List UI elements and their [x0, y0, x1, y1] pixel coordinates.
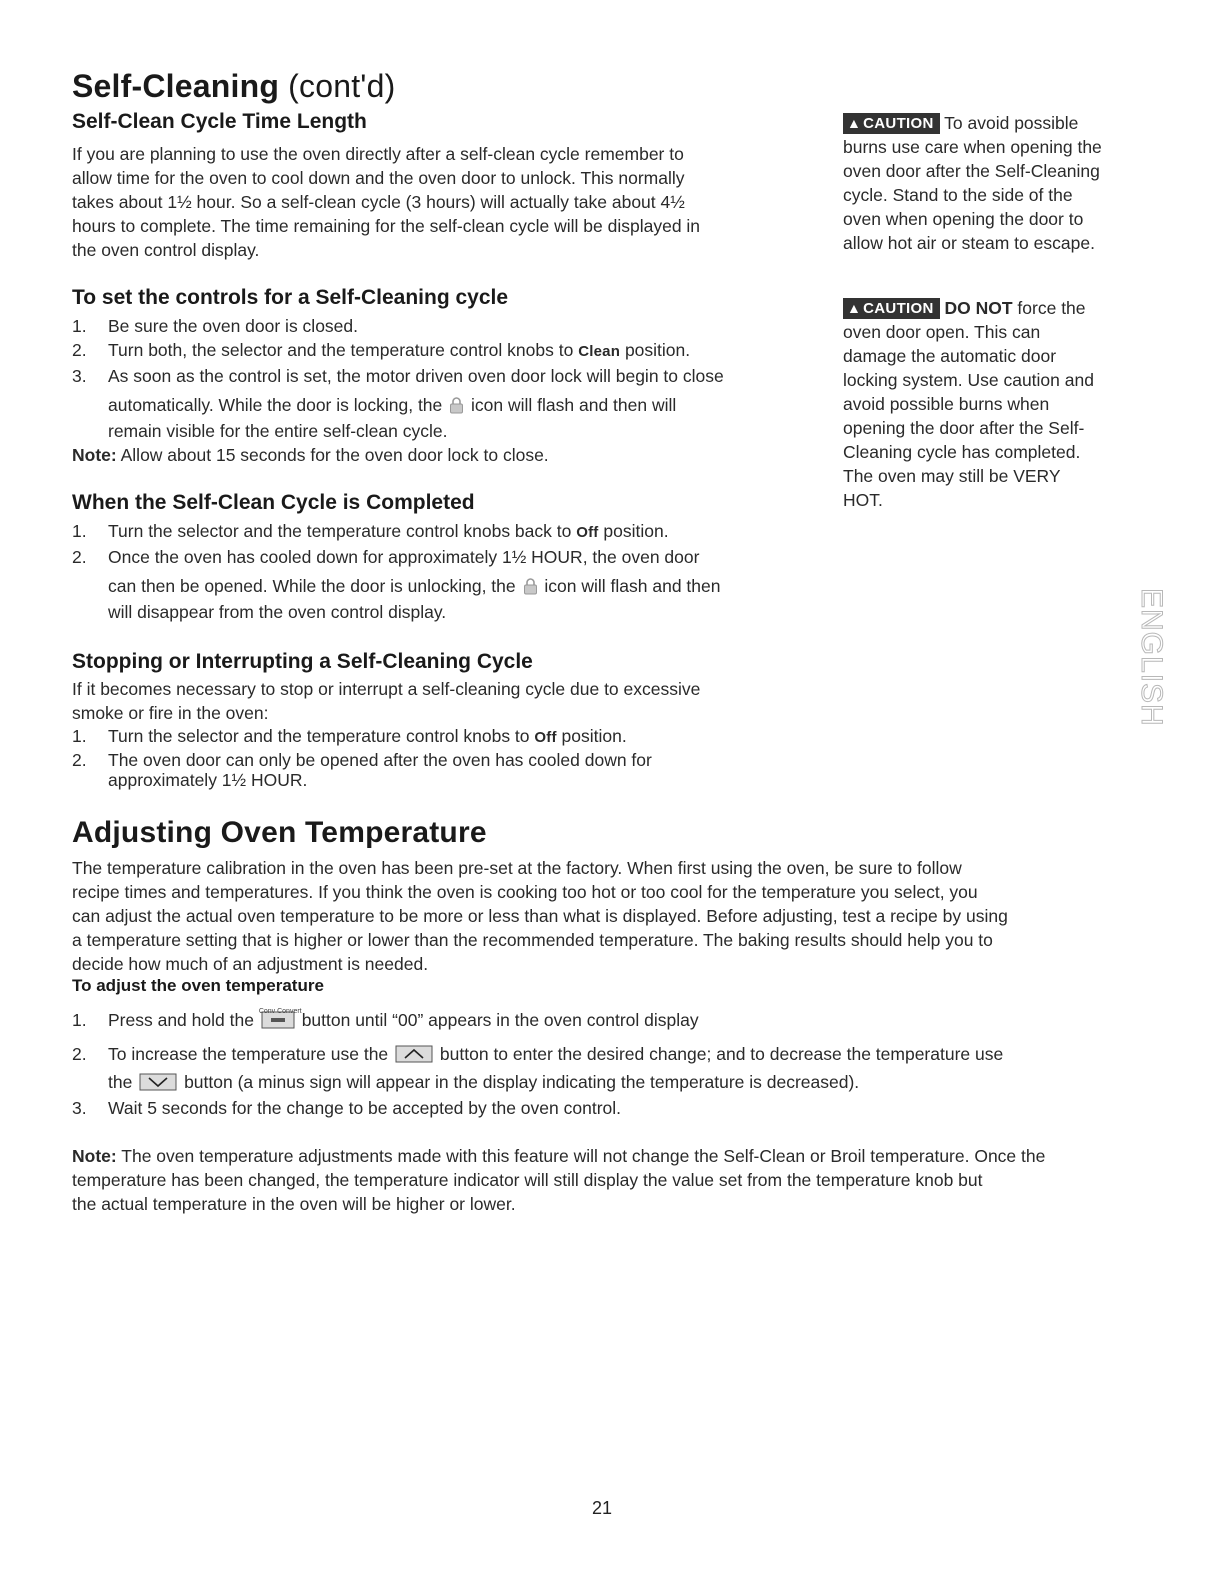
list-item — [72, 1002, 1162, 1032]
caution-text: cycle. Stand to the side of the — [843, 185, 1073, 205]
page-number: 21 — [592, 1498, 613, 1518]
note-label: Note: — [72, 1146, 117, 1166]
list-text: Turn the selector and the temperature control knobs to — [108, 726, 530, 746]
caution-text: HOT. — [843, 490, 883, 510]
paragraph-line: can adjust the actual oven temperature to be more or less than what is displayed. Before adjusting, test a recipe by using — [72, 906, 1008, 926]
caution-text: locking system. Use caution and — [843, 370, 1094, 390]
adjust-steps — [72, 1002, 1162, 1120]
paragraph-line: takes about 1½ hour. So a self-clean cycle (3 hours) will actually take about 4½ — [72, 192, 685, 212]
note-text: Allow about 15 seconds for the oven door lock to close. — [120, 445, 549, 465]
lock-icon — [449, 394, 464, 412]
list-text: Wait 5 seconds for the change to be accepted by the oven control. — [108, 1098, 622, 1118]
section-stopping — [72, 650, 832, 790]
paragraph-line: If it becomes necessary to stop or interrupt a self-cleaning cycle due to excessive — [72, 679, 701, 699]
knob-position-label: Off — [534, 729, 557, 746]
list-text: Press and hold the — [108, 1010, 254, 1030]
caution-text: Cleaning cycle has completed. — [843, 442, 1081, 462]
page-title-bold: Self-Cleaning — [72, 68, 280, 104]
caution-text: The oven may still be VERY — [843, 466, 1061, 486]
list-text: To increase the temperature use the — [108, 1044, 389, 1064]
section-heading: To set the controls for a Self-Cleaning cycle — [72, 286, 509, 309]
note — [72, 443, 832, 467]
caution-text: oven when opening the door to — [843, 209, 1084, 229]
conv-convert-label: Conv Convert — [258, 1008, 302, 1015]
caution-box-2 — [843, 296, 1153, 512]
warning-triangle-icon: ▲ — [847, 300, 862, 316]
caution-text: damage the automatic door — [843, 346, 1057, 366]
list-item — [72, 338, 832, 364]
paragraph-line: smoke or fire in the oven: — [72, 702, 269, 723]
lock-icon — [523, 575, 538, 593]
section-heading: Stopping or Interrupting a Self-Cleaning Cycle — [72, 650, 533, 673]
paragraph-line: the oven control display. — [72, 240, 260, 260]
knob-position-label: Clean — [578, 343, 621, 360]
list-item — [72, 1096, 1162, 1120]
list-item — [72, 1040, 1162, 1096]
adjust-subheading: To adjust the oven temperature — [72, 976, 324, 995]
list-text: automatically. While the door is locking, the — [108, 395, 443, 415]
section-cycle-length — [72, 110, 832, 262]
section-completed — [72, 491, 832, 624]
page-title-light: (cont'd) — [288, 68, 396, 104]
adjusting-paragraph — [72, 856, 1162, 976]
list-number: 2. — [72, 749, 87, 770]
list-text: As soon as the control is set, the motor driven oven door lock will begin to close — [108, 366, 724, 386]
warning-triangle-icon: ▲ — [847, 115, 862, 131]
caution-badge — [843, 298, 940, 319]
list-text: position. — [624, 340, 691, 360]
list-text: position. — [561, 726, 627, 746]
list-text: Turn the selector and the temperature control knobs back to — [108, 521, 572, 541]
conv-convert-button — [258, 1008, 302, 1029]
paragraph-line: allow time for the oven to cool down and the oven door to unlock. This normally — [72, 168, 685, 188]
list-text: can then be opened. While the door is unlocking, the — [108, 576, 516, 596]
list-text: button (a minus sign will appear in the display indicating the temperature is decreased). — [184, 1072, 860, 1092]
paragraph-line: If you are planning to use the oven directly after a self-clean cycle remember to — [72, 144, 684, 164]
list-text: the — [108, 1072, 133, 1092]
side-language-text: ENGLISH — [1135, 588, 1168, 727]
list-number: 2. — [72, 340, 87, 360]
arrow-up-button-icon — [395, 1045, 433, 1063]
paragraph-line: hours to complete. The time remaining for the self-clean cycle will be displayed in — [72, 216, 701, 236]
knob-position-label: Off — [576, 524, 599, 541]
list-number: 3. — [72, 366, 87, 386]
caution-emphasis: DO NOT — [944, 298, 1013, 318]
list-text: button until “00” appears in the oven control display — [301, 1010, 699, 1030]
section-heading: Self-Clean Cycle Time Length — [72, 110, 367, 133]
caution-badge — [843, 113, 940, 134]
caution-text: burns use care when opening the — [843, 137, 1102, 157]
note-label: Note: — [72, 445, 117, 465]
list-text: Turn both, the selector and the temperature control knobs to — [108, 340, 574, 360]
caution-label: CAUTION — [863, 300, 934, 317]
note-text: The oven temperature adjustments made with this feature will not change the Self-Clean or Broil temperature. Once the — [121, 1146, 1046, 1166]
caution-text: To avoid possible — [944, 113, 1079, 133]
side-language-label — [1128, 588, 1168, 738]
list-item — [72, 519, 832, 545]
paragraph-line: a temperature setting that is higher or lower than the recommended temperature. The baking results should help you to — [72, 930, 993, 950]
list-number: 1. — [72, 1010, 87, 1030]
caution-text: oven door after the Self-Cleaning — [843, 161, 1100, 181]
arrow-down-button-icon — [139, 1073, 177, 1091]
caution-text: avoid possible burns when — [843, 394, 1050, 414]
list-text: icon will flash and then will — [471, 395, 677, 415]
paragraph-line: decide how much of an adjustment is needed. — [72, 954, 429, 974]
note-text: the actual temperature in the oven will be higher or lower. — [72, 1194, 516, 1214]
caution-text: force the — [1017, 298, 1086, 318]
list-text: will disappear from the oven control display. — [108, 602, 447, 622]
list-number: 3. — [72, 1098, 87, 1118]
caution-label: CAUTION — [863, 115, 934, 132]
list-number: 1. — [72, 521, 87, 541]
list-text: icon will flash and then — [544, 576, 721, 596]
list-text: remain visible for the entire self-clean cycle. — [108, 421, 448, 441]
section-heading: When the Self-Clean Cycle is Completed — [72, 491, 475, 514]
caution-text: oven door open. This can — [843, 322, 1041, 342]
section-paragraph — [72, 142, 832, 262]
note-text: temperature has been changed, the temperature indicator will still display the value set from the temperature knob but — [72, 1170, 983, 1190]
caution-text: opening the door after the Self- — [843, 418, 1085, 438]
list-item — [72, 545, 832, 624]
paragraph-line: The temperature calibration in the oven has been pre-set at the factory. When first using the oven, be sure to follow — [72, 858, 962, 878]
list-number: 2. — [72, 547, 87, 567]
section-title-adjusting: Adjusting Oven Temperature — [72, 816, 487, 849]
page-title — [72, 68, 395, 105]
list-text: Once the oven has cooled down for approximately 1½ HOUR, the oven door — [108, 547, 700, 567]
list-text: Be sure the oven door is closed. — [108, 316, 359, 336]
caution-text: allow hot air or steam to escape. — [843, 233, 1095, 253]
list-text: approximately 1½ HOUR. — [108, 769, 308, 790]
caution-box-1 — [843, 111, 1153, 255]
list-number: 1. — [72, 726, 87, 746]
list-item — [72, 364, 832, 443]
list-item — [72, 750, 832, 790]
list-item — [72, 725, 832, 750]
list-number: 2. — [72, 1044, 87, 1064]
adjust-note — [72, 1144, 1172, 1216]
list-item — [72, 314, 832, 338]
paragraph-line: recipe times and temperatures. If you think the oven is cooking too hot or too cool for the temperature you select, you — [72, 882, 978, 902]
list-text: The oven door can only be opened after the oven has cooled down for — [108, 749, 652, 770]
section-set-controls — [72, 286, 832, 467]
list-text: button to enter the desired change; and to decrease the temperature use — [439, 1044, 1004, 1064]
list-number: 1. — [72, 316, 87, 336]
list-text: position. — [603, 521, 669, 541]
